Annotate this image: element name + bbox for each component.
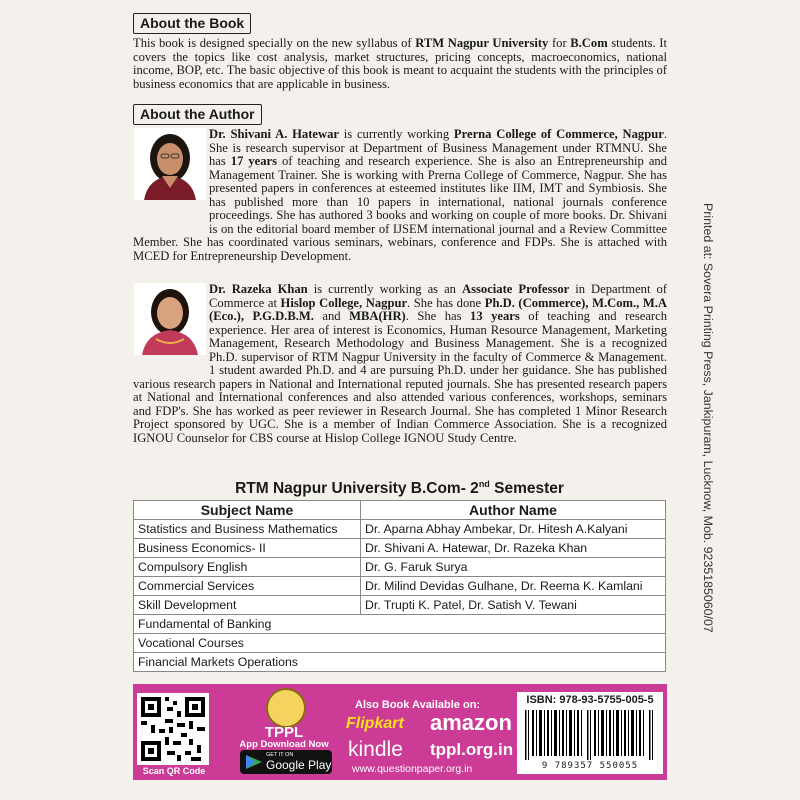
table-row (134, 634, 666, 653)
questionpaper-website-link[interactable]: www.questionpaper.org.in (352, 763, 473, 775)
isbn-box (517, 692, 663, 774)
isbn-label: ISBN: 978-93-5755-005-5 (526, 694, 654, 706)
flipkart-logo[interactable]: Flipkart (346, 715, 404, 732)
app-download-label: App Download Now (239, 739, 329, 750)
subject-cell: Financial Markets Operations (134, 653, 666, 672)
barcode-icon (523, 710, 657, 760)
amazon-logo[interactable]: amazon (430, 710, 512, 735)
tppl-name: TPPL (264, 724, 304, 741)
barcode-number: 9 789357 550055 (541, 761, 639, 771)
author-header: Author Name (361, 501, 666, 520)
subject-cell: Compulsory English (134, 558, 361, 577)
subject-cell: Statistics and Business Mathematics (134, 520, 361, 539)
about-author-heading: About the Author (133, 104, 262, 125)
tppl-logo-icon (266, 688, 306, 728)
kindle-logo[interactable]: kindle (348, 738, 403, 761)
table-row (134, 615, 666, 634)
google-play-label: Google Play (266, 758, 332, 772)
subject-header: Subject Name (134, 501, 361, 520)
author-cell: Dr. Shivani A. Hatewar, Dr. Razeka Khan (361, 539, 666, 558)
table-row (134, 539, 666, 558)
about-book-text: This book is designed specially on the new syllabus of RTM Nagpur University for B.Com students. It covers the topics like cost analysis, market structures, pricing concepts, macroeconomics, national income, BOP, etc. The basic objective of this book is meant to acquaint the students with the principles of business economics that are applicable in business. (133, 36, 668, 91)
table-header-row (134, 501, 666, 520)
table-row (134, 596, 666, 615)
qr-code-icon[interactable] (137, 693, 209, 765)
author-2-bio: Dr. Razeka Khan is currently working as an Associate Professor in Department of Commerce at Hislop College, Nagpur. She has done Ph.D. (Commerce), M.Com., M.A (Eco.), P.G.D.B.M. and MBA(HR). She has 13 years of teaching and research experience. Her area of interest is Economics, Human Resource Management, Marketing Management, Research Methodology and Business Management. She is a recognized Ph.D. supervisor of RTM Nagpur University in the faculty of Commerce & Management. 1 student awarded Ph.D. and 4 are pursuing Ph.D. under her guidance. She has published various research papers in National and International reputed journals. She has presented research papers at National and International conferences and also attended various conferences, workshops, seminars and FDP's. She has worked as peer reviewer in Research Journal. She has completed 1 Minor Research Project sponsored by UGC. She is a member of Indian Commerce Association. She is a recognized IGNOU Counselor for CBS course at Hislop College IGNOU Study Centre. (133, 282, 668, 445)
tppl-website-link[interactable]: tppl.org.in (430, 740, 514, 759)
google-play-button[interactable] (240, 750, 332, 774)
get-it-on-label: GET IT ON (266, 752, 294, 758)
subject-cell: Business Economics- II (134, 539, 361, 558)
table-row (134, 558, 666, 577)
about-book-heading: About the Book (133, 13, 251, 34)
subjects-table (133, 500, 666, 672)
author-cell: Dr. G. Faruk Surya (361, 558, 666, 577)
table-row (134, 653, 666, 672)
table-row (134, 577, 666, 596)
printer-info: Printed at: Sovera Printing Press, Jankipuram, Lucknow, Mob. 9235185060/07 (701, 203, 715, 633)
scan-qr-label: Scan QR Code (142, 766, 206, 776)
author-cell: Dr. Milind Devidas Gulhane, Dr. Reema K. Kamlani (361, 577, 666, 596)
table-title: RTM Nagpur University B.Com- 2nd Semester (235, 479, 564, 498)
subject-cell: Fundamental of Banking (134, 615, 666, 634)
play-store-icon (246, 755, 262, 769)
subject-cell: Commercial Services (134, 577, 361, 596)
subject-cell: Skill Development (134, 596, 361, 615)
subject-cell: Vocational Courses (134, 634, 666, 653)
author-1-bio: Dr. Shivani A. Hatewar is currently working Prerna College of Commerce, Nagpur. She is research supervisor at Department of Business Management under RTMNU. She has 17 years of teaching and research experience. She is also an Entrepreneurship and Management Trainer. She is working with Prerna College of Commerce, Nagpur. She has presented papers in conferences at esteemed institutes like IIM, IMT and Symbiosis. She has published more than 10 papers in international, national journals conference proceedings. She has authored 3 books and working on couple of more books. Dr. Shivani is on the editorial board member of IJSEM international journal and a Review Committee Member. She has coordinated various seminars, webinars, conference and FDPs. She is attached with MCED for Entrepreneurship Development. (133, 127, 668, 263)
table-row (134, 520, 666, 539)
author-cell: Dr. Trupti K. Patel, Dr. Satish V. Tewani (361, 596, 666, 615)
author-cell: Dr. Aparna Abhay Ambekar, Dr. Hitesh A.Kalyani (361, 520, 666, 539)
also-available-label: Also Book Available on: (355, 699, 481, 711)
